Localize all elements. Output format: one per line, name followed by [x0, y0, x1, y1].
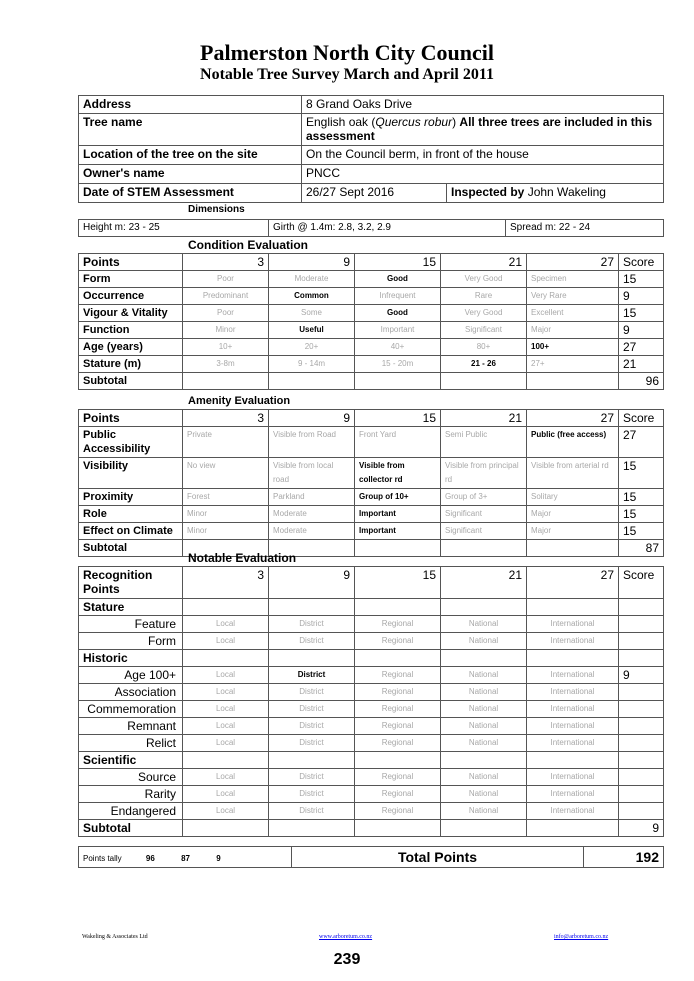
amenity-option: Solitary [527, 489, 619, 506]
empty-cell [441, 752, 527, 769]
empty-cell [183, 373, 269, 390]
amenity-option: Significant [441, 523, 527, 540]
condition-criterion: Stature (m) [79, 356, 183, 373]
amenity-option: Moderate [269, 506, 355, 523]
condition-heading: Condition Evaluation [188, 238, 308, 252]
notable-group-row [79, 650, 664, 667]
subtotal-label: Subtotal [79, 820, 183, 837]
amenity-option: Major [527, 523, 619, 540]
owner-value: PNCC [302, 165, 664, 184]
notable-level: District [269, 633, 355, 650]
location-value: On the Council berm, in front of the house [302, 146, 664, 165]
notable-level: District [269, 667, 355, 684]
notable-level: Local [183, 633, 269, 650]
condition-score: 21 [619, 356, 664, 373]
empty-cell [355, 650, 441, 667]
amenity-option: Group of 3+ [441, 489, 527, 506]
notable-level: International [527, 701, 619, 718]
condition-option: 3-8m [183, 356, 269, 373]
notable-level: Regional [355, 769, 441, 786]
notable-table [78, 566, 664, 837]
notable-level: International [527, 684, 619, 701]
points-col-0: 3 [183, 567, 269, 599]
notable-level: International [527, 786, 619, 803]
points-tally [79, 847, 292, 868]
amenity-option: Parkland [269, 489, 355, 506]
condition-option: 27+ [527, 356, 619, 373]
notable-item-row [79, 684, 664, 701]
empty-cell [527, 373, 619, 390]
condition-option: 40+ [355, 339, 441, 356]
condition-option: Rare [441, 288, 527, 305]
points-header-row [79, 410, 664, 427]
condition-row [79, 356, 664, 373]
tally-label: Points tally [83, 854, 122, 863]
points-header-row [79, 254, 664, 271]
notable-score [619, 701, 664, 718]
notable-item-row [79, 786, 664, 803]
notable-item-label: Commemoration [79, 701, 183, 718]
amenity-subtotal-row [79, 540, 664, 557]
notable-level: International [527, 667, 619, 684]
notable-level: Local [183, 616, 269, 633]
amenity-subtotal: 87 [619, 540, 664, 557]
amenity-option: Minor [183, 523, 269, 540]
condition-score: 27 [619, 339, 664, 356]
notable-item-row [79, 769, 664, 786]
subtotal-label: Subtotal [79, 540, 183, 557]
points-col-0: 3 [183, 410, 269, 427]
amenity-heading: Amenity Evaluation [188, 395, 291, 407]
notable-level: International [527, 616, 619, 633]
notable-level: International [527, 803, 619, 820]
empty-cell [355, 752, 441, 769]
amenity-option: Moderate [269, 523, 355, 540]
points-col-0: 3 [183, 254, 269, 271]
notable-item-row [79, 718, 664, 735]
notable-level: Local [183, 803, 269, 820]
points-col-1: 9 [269, 567, 355, 599]
tally-amenity: 87 [181, 854, 190, 863]
amenity-option: Semi Public [441, 427, 527, 458]
notable-level: District [269, 718, 355, 735]
notable-level: Regional [355, 786, 441, 803]
notable-score [619, 718, 664, 735]
condition-subtotal-row [79, 373, 664, 390]
notable-level: District [269, 769, 355, 786]
amenity-criterion: Visibility [79, 458, 183, 489]
notable-level: National [441, 701, 527, 718]
amenity-option: Visible from arterial rd [527, 458, 619, 489]
amenity-row [79, 489, 664, 506]
page-subtitle: Notable Tree Survey March and April 2011 [200, 66, 494, 83]
notable-item-row [79, 633, 664, 650]
empty-cell [183, 599, 269, 616]
amenity-criterion: Proximity [79, 489, 183, 506]
notable-item-row [79, 667, 664, 684]
notable-subtotal: 9 [619, 820, 664, 837]
amenity-score: 15 [619, 523, 664, 540]
amenity-score: 27 [619, 427, 664, 458]
notable-level: National [441, 633, 527, 650]
condition-option: Infrequent [355, 288, 441, 305]
empty-cell [269, 599, 355, 616]
notable-group-label: Historic [79, 650, 183, 667]
empty-cell [269, 820, 355, 837]
subtotal-label: Subtotal [79, 373, 183, 390]
condition-option: 15 - 20m [355, 356, 441, 373]
notable-level: Local [183, 735, 269, 752]
footer-email[interactable]: info@arboretum.co.nz [554, 934, 609, 940]
condition-option: Common [269, 288, 355, 305]
spread-value: Spread m: 22 - 24 [506, 220, 664, 237]
empty-cell [441, 540, 527, 557]
amenity-row [79, 458, 664, 489]
notable-level: Local [183, 769, 269, 786]
notable-level: District [269, 701, 355, 718]
notable-score [619, 616, 664, 633]
amenity-option: Significant [441, 506, 527, 523]
amenity-criterion: Role [79, 506, 183, 523]
empty-cell [619, 650, 664, 667]
points-col-2: 15 [355, 254, 441, 271]
points-col-3: 21 [441, 254, 527, 271]
notable-level: National [441, 616, 527, 633]
condition-option: Some [269, 305, 355, 322]
condition-score: 15 [619, 271, 664, 288]
notable-level: National [441, 786, 527, 803]
empty-cell [183, 650, 269, 667]
empty-cell [441, 599, 527, 616]
total-table [78, 846, 664, 868]
points-label: Points [79, 410, 183, 427]
amenity-option: Major [527, 506, 619, 523]
notable-item-row [79, 616, 664, 633]
notable-score [619, 735, 664, 752]
points-col-1: 9 [269, 254, 355, 271]
notable-item-row [79, 803, 664, 820]
notable-group-row [79, 599, 664, 616]
condition-option: Good [355, 305, 441, 322]
notable-level: National [441, 735, 527, 752]
points-col-3: 21 [441, 410, 527, 427]
amenity-option: Public (free access) [527, 427, 619, 458]
empty-cell [183, 752, 269, 769]
notable-level: District [269, 684, 355, 701]
notable-level: National [441, 803, 527, 820]
notable-level: Local [183, 684, 269, 701]
empty-cell [441, 373, 527, 390]
notable-level: National [441, 667, 527, 684]
points-label: Points [79, 254, 183, 271]
condition-criterion: Function [79, 322, 183, 339]
address-value: 8 Grand Oaks Drive [302, 96, 664, 114]
amenity-option: No view [183, 458, 269, 489]
footer-company: Wakeling & Associates Ltd [82, 934, 148, 940]
condition-option: Good [355, 271, 441, 288]
empty-cell [355, 820, 441, 837]
notable-level: International [527, 769, 619, 786]
empty-cell [527, 650, 619, 667]
condition-criterion: Vigour & Vitality [79, 305, 183, 322]
dimensions-table [78, 219, 664, 237]
notable-item-label: Relict [79, 735, 183, 752]
score-header: Score [619, 254, 664, 271]
girth-value: Girth @ 1.4m: 2.8, 3.2, 2.9 [269, 220, 506, 237]
empty-cell [527, 752, 619, 769]
amenity-option: Visible from Road [269, 427, 355, 458]
notable-level: National [441, 769, 527, 786]
points-col-2: 15 [355, 410, 441, 427]
amenity-score: 15 [619, 489, 664, 506]
points-col-4: 27 [527, 410, 619, 427]
empty-cell [527, 599, 619, 616]
condition-option: Useful [269, 322, 355, 339]
condition-option: Very Good [441, 271, 527, 288]
points-col-2: 15 [355, 567, 441, 599]
condition-row [79, 288, 664, 305]
amenity-score: 15 [619, 458, 664, 489]
height-value: Height m: 23 - 25 [79, 220, 269, 237]
notable-group-row [79, 752, 664, 769]
notable-item-row [79, 701, 664, 718]
empty-cell [269, 650, 355, 667]
score-header: Score [619, 410, 664, 427]
notable-level: District [269, 735, 355, 752]
empty-cell [269, 752, 355, 769]
notable-group-label: Stature [79, 599, 183, 616]
empty-cell [355, 599, 441, 616]
condition-option: Minor [183, 322, 269, 339]
notable-item-label: Source [79, 769, 183, 786]
empty-cell [619, 752, 664, 769]
condition-option: 100+ [527, 339, 619, 356]
amenity-criterion: Public Accessibility [79, 427, 183, 458]
notable-level: Regional [355, 718, 441, 735]
amenity-row [79, 427, 664, 458]
amenity-option: Important [355, 506, 441, 523]
condition-option: Major [527, 322, 619, 339]
points-col-4: 27 [527, 254, 619, 271]
inspected-by: Inspected by John Wakeling [447, 184, 664, 203]
condition-criterion: Form [79, 271, 183, 288]
footer-website[interactable]: www.arboretum.co.nz [319, 934, 373, 940]
condition-option: Important [355, 322, 441, 339]
notable-level: Local [183, 786, 269, 803]
total-points-value: 192 [584, 847, 664, 868]
empty-cell [355, 540, 441, 557]
empty-cell [619, 599, 664, 616]
amenity-criterion: Effect on Climate [79, 523, 183, 540]
condition-row [79, 271, 664, 288]
notable-level: National [441, 718, 527, 735]
empty-cell [441, 820, 527, 837]
points-col-1: 9 [269, 410, 355, 427]
amenity-option: Visible from local road [269, 458, 355, 489]
date-label: Date of STEM Assessment [79, 184, 302, 203]
condition-option: 20+ [269, 339, 355, 356]
notable-level: Regional [355, 616, 441, 633]
dimensions-heading: Dimensions [188, 204, 245, 215]
condition-criterion: Occurrence [79, 288, 183, 305]
address-label: Address [79, 96, 302, 114]
condition-row [79, 305, 664, 322]
notable-score [619, 684, 664, 701]
amenity-score: 15 [619, 506, 664, 523]
empty-cell [441, 650, 527, 667]
notable-score [619, 803, 664, 820]
notable-score [619, 769, 664, 786]
empty-cell [527, 820, 619, 837]
empty-cell [269, 373, 355, 390]
points-col-3: 21 [441, 567, 527, 599]
notable-level: Regional [355, 684, 441, 701]
notable-item-label: Feature [79, 616, 183, 633]
notable-level: Local [183, 701, 269, 718]
page-title: Palmerston North City Council [200, 40, 494, 65]
info-table [78, 95, 664, 203]
notable-item-label: Association [79, 684, 183, 701]
amenity-option: Private [183, 427, 269, 458]
tree-name-value: English oak (Quercus robur) All three trees are included in this assessment [302, 114, 664, 146]
condition-score: 15 [619, 305, 664, 322]
notable-item-label: Remnant [79, 718, 183, 735]
notable-item-label: Endangered [79, 803, 183, 820]
owner-label: Owner's name [79, 165, 302, 184]
notable-item-row [79, 735, 664, 752]
condition-option: Specimen [527, 271, 619, 288]
notable-item-label: Rarity [79, 786, 183, 803]
condition-option: Poor [183, 271, 269, 288]
amenity-option: Visible from collector rd [355, 458, 441, 489]
notable-score [619, 786, 664, 803]
location-label: Location of the tree on the site [79, 146, 302, 165]
amenity-row [79, 506, 664, 523]
tally-notable: 9 [216, 854, 221, 863]
amenity-option: Minor [183, 506, 269, 523]
notable-level: International [527, 718, 619, 735]
condition-option: Very Good [441, 305, 527, 322]
notable-level: Regional [355, 803, 441, 820]
total-points-label: Total Points [292, 847, 584, 868]
notable-heading: Notable Evaluation [188, 551, 297, 565]
notable-subtotal-row [79, 820, 664, 837]
condition-option: Predominant [183, 288, 269, 305]
condition-score: 9 [619, 288, 664, 305]
notable-level: National [441, 684, 527, 701]
notable-item-label: Age 100+ [79, 667, 183, 684]
date-value: 26/27 Sept 2016 [302, 184, 447, 203]
amenity-option: Front Yard [355, 427, 441, 458]
empty-cell [527, 540, 619, 557]
amenity-option: Group of 10+ [355, 489, 441, 506]
condition-option: Very Rare [527, 288, 619, 305]
notable-item-label: Form [79, 633, 183, 650]
notable-level: Regional [355, 701, 441, 718]
empty-cell [183, 820, 269, 837]
notable-score: 9 [619, 667, 664, 684]
notable-level: Local [183, 667, 269, 684]
recognition-label: Recognition Points [79, 567, 183, 599]
amenity-option: Forest [183, 489, 269, 506]
page-number: 239 [333, 951, 361, 968]
recognition-header-row [79, 567, 664, 599]
tally-condition: 96 [145, 854, 155, 863]
condition-criterion: Age (years) [79, 339, 183, 356]
tree-name-label: Tree name [79, 114, 302, 146]
condition-subtotal: 96 [619, 373, 664, 390]
condition-row [79, 339, 664, 356]
notable-level: District [269, 616, 355, 633]
condition-option: Excellent [527, 305, 619, 322]
condition-option: Poor [183, 305, 269, 322]
notable-level: Local [183, 718, 269, 735]
condition-option: Moderate [269, 271, 355, 288]
condition-table [78, 253, 664, 390]
amenity-option: Visible from principal rd [441, 458, 527, 489]
notable-level: District [269, 803, 355, 820]
notable-group-label: Scientific [79, 752, 183, 769]
notable-level: International [527, 735, 619, 752]
score-header: Score [619, 567, 664, 599]
condition-row [79, 322, 664, 339]
notable-level: District [269, 786, 355, 803]
condition-option: 10+ [183, 339, 269, 356]
notable-level: Regional [355, 667, 441, 684]
notable-level: International [527, 633, 619, 650]
empty-cell [355, 373, 441, 390]
notable-score [619, 633, 664, 650]
notable-level: Regional [355, 633, 441, 650]
condition-option: 21 - 26 [441, 356, 527, 373]
notable-level: Regional [355, 735, 441, 752]
amenity-option: Important [355, 523, 441, 540]
condition-score: 9 [619, 322, 664, 339]
amenity-row [79, 523, 664, 540]
condition-option: 80+ [441, 339, 527, 356]
points-col-4: 27 [527, 567, 619, 599]
amenity-table [78, 409, 664, 557]
condition-option: 9 - 14m [269, 356, 355, 373]
condition-option: Significant [441, 322, 527, 339]
